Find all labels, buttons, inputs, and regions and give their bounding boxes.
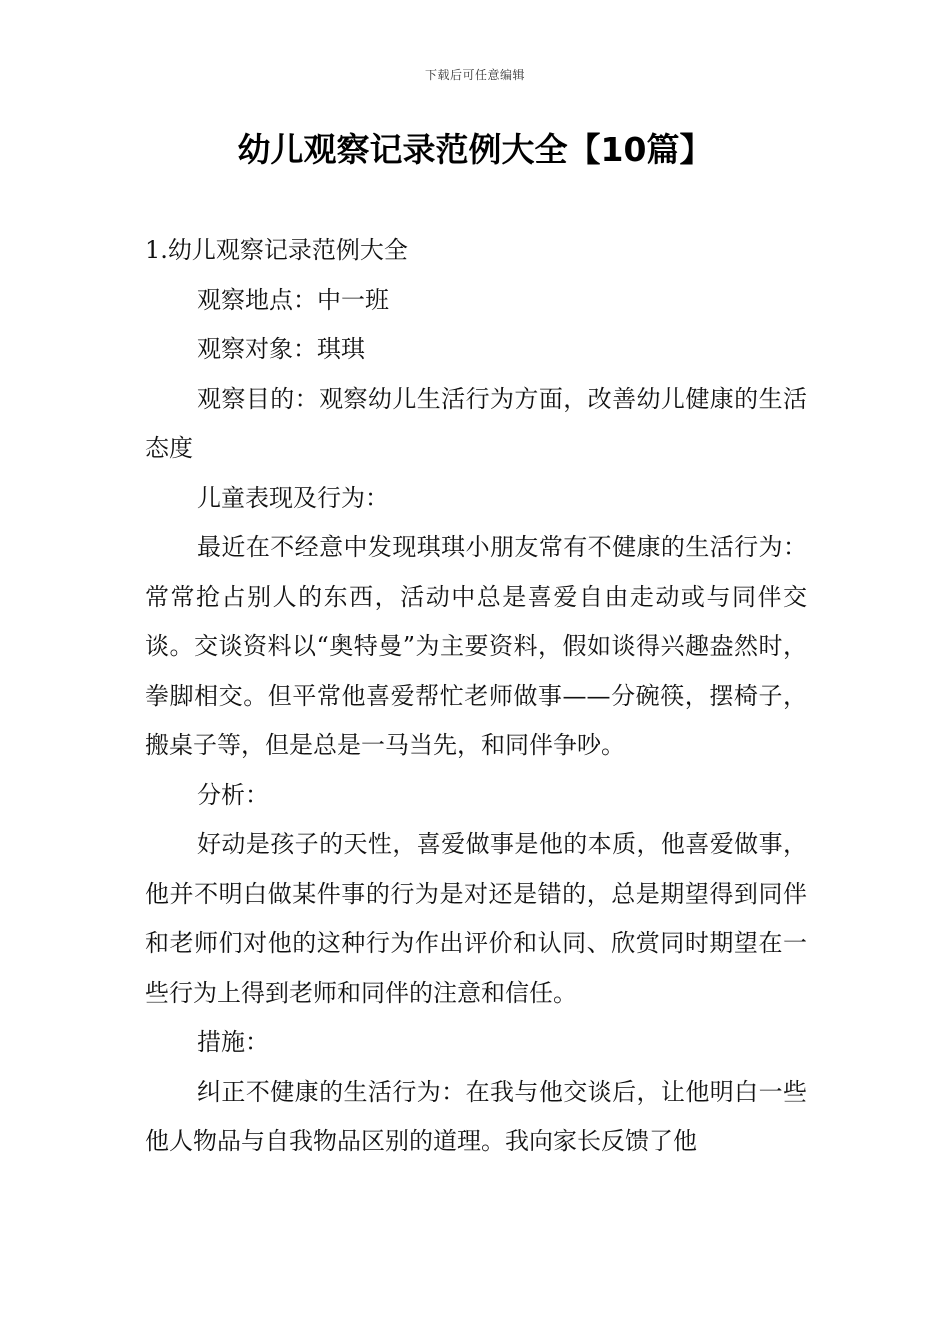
paragraph-measures-body: 纠正不健康的生活行为：在我与他交谈后，让他明白一些他人物品与自我物品区别的道理。我向家长反馈了他 xyxy=(145,1077,807,1155)
page-header-note: 下载后可任意编辑 xyxy=(424,68,525,82)
paragraph-analysis-body: 好动是孩子的天性，喜爱做事是他的本质，他喜爱做事，他并不明白做某件事的行为是对还是错的，总是期望得到同伴和老师们对他的这种行为作出评价和认同、欣赏同时期望在一些行为上得到老师和同伴的注意和信任。 xyxy=(145,830,807,1007)
paragraph-subject: 观察对象：琪琪 xyxy=(197,335,365,363)
paragraph-analysis-heading: 分析： xyxy=(197,780,269,809)
paragraph-measures-heading: 措施： xyxy=(197,1028,269,1056)
section-heading: 1.幼儿观察记录范例大全 xyxy=(145,236,408,264)
document-body xyxy=(145,226,807,1167)
paragraph-behavior-heading: 儿童表现及行为： xyxy=(197,483,389,512)
paragraph-behavior-body: 最近在不经意中发现琪琪小朋友常有不健康的生活行为：常常抢占别人的东西，活动中总是喜爱自由走动或与同伴交谈。交谈资料以“奥特曼”为主要资料，假如谈得兴趣盎然时，拳脚相交。但平常他喜爱帮忙老师做事——分碗筷，摆椅子，搬桌子等，但是总是一马当先，和同伴争吵。 xyxy=(145,533,807,759)
paragraph-location: 观察地点：中一班 xyxy=(197,285,389,314)
document-title: 幼儿观察记录范例大全【10篇】 xyxy=(237,130,713,169)
paragraph-purpose: 观察目的：观察幼儿生活行为方面，改善幼儿健康的生活态度 xyxy=(145,384,807,462)
